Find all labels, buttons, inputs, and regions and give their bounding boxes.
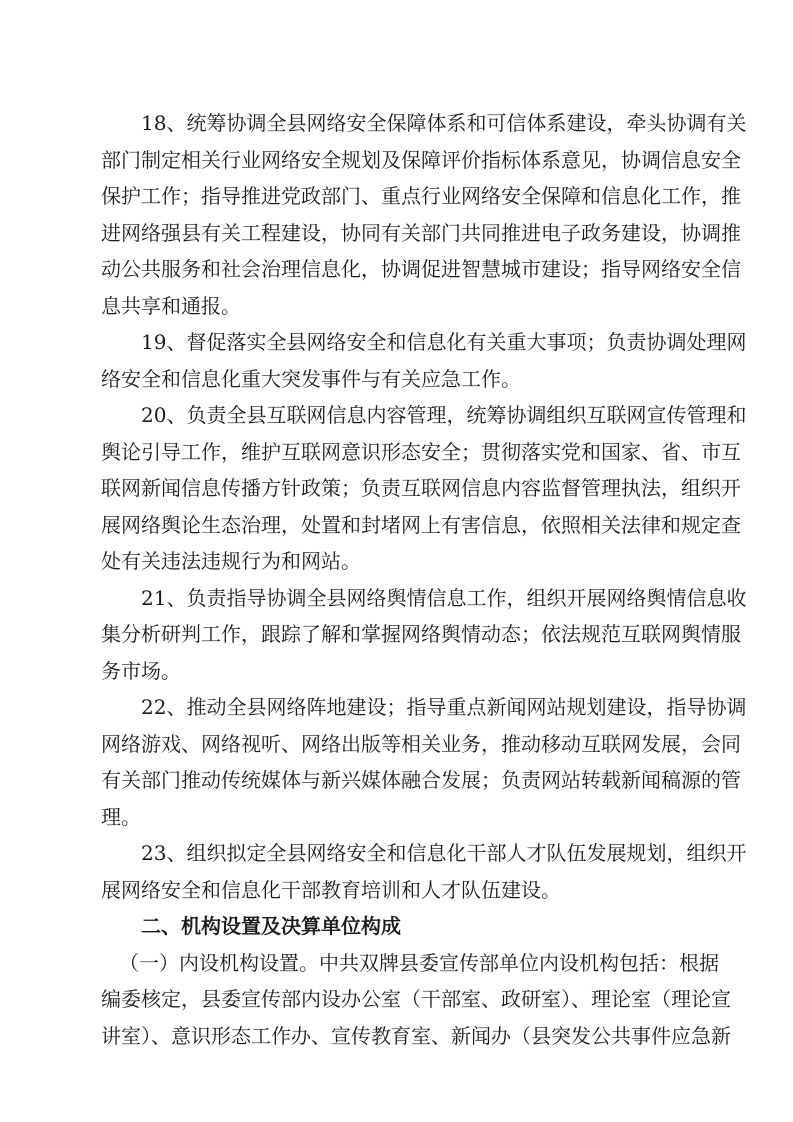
text-line: 络安全和信息化重大突发事件与有关应急工作。	[101, 366, 521, 391]
text-line: 编委核定，县委宣传部内设办公室（干部室、政研室）、理论室（理论宣	[101, 987, 731, 1011]
paragraph	[101, 324, 747, 397]
paragraph	[101, 945, 731, 1055]
text-line: 23、组织拟定全县网络安全和信息化干部人才队伍发展规划，组织开	[141, 841, 747, 865]
document-page	[101, 105, 747, 1054]
text-line: 22、推动全县网络阵地建设；指导重点新闻网站规划建设，指导协调	[141, 695, 747, 719]
text-line: 进网络强县有关工程建设，协同有关部门共同推进电子政务建设，协调推	[101, 220, 741, 245]
text-line: 部门制定相关行业网络安全规划及保障评价指标体系意见，协调信息安全	[101, 147, 741, 172]
text-line: 动公共服务和社会治理信息化，协调促进智慧城市建设；指导网络安全信	[101, 257, 741, 281]
text-line: 二、机构设置及决算单位构成	[141, 914, 401, 938]
paragraph	[101, 580, 747, 690]
paragraph	[101, 835, 747, 908]
text-line: 舆论引导工作，维护互联网意识形态安全；贯彻落实党和国家、省、市互	[101, 439, 741, 464]
text-line: 展网络安全和信息化干部教育培训和人才队伍建设。	[101, 877, 561, 902]
text-line: 务市场。	[101, 658, 181, 683]
text-line: 处有关违法违规行为和网站。	[101, 549, 361, 573]
text-line: 有关部门推动传统媒体与新兴媒体融合发展；负责网站转载新闻稿源的管	[101, 768, 741, 792]
text-line: 20、负责全县互联网信息内容管理，统筹协调组织互联网宣传管理和	[141, 403, 747, 427]
text-line: 理。	[101, 804, 141, 829]
text-line: 联网新闻信息传播方针政策；负责互联网信息内容监督管理执法，组织开	[101, 476, 741, 500]
text-line: （一）内设机构设置。中共双牌县委宣传部单位内设机构包括：根据	[119, 950, 719, 975]
paragraph	[101, 397, 747, 580]
paragraph	[101, 689, 747, 835]
text-line: 讲室）、意识形态工作办、宣传教育室、新闻办（县突发公共事件应急新	[101, 1023, 731, 1048]
text-line: 21、负责指导协调全县网络舆情信息工作，组织开展网络舆情信息收	[141, 585, 747, 610]
paragraph	[101, 105, 747, 324]
section-heading	[101, 908, 701, 945]
text-line: 展网络舆论生态治理，处置和封堵网上有害信息，依照相关法律和规定查	[101, 512, 741, 537]
text-line: 18、统筹协调全县网络安全保障体系和可信体系建设，牵头协调有关	[141, 111, 747, 135]
text-line: 集分析研判工作，跟踪了解和掌握网络舆情动态；依法规范互联网舆情服	[101, 622, 741, 646]
text-line: 19、督促落实全县网络安全和信息化有关重大事项；负责协调处理网	[141, 330, 747, 354]
text-line: 保护工作；指导推进党政部门、重点行业网络安全保障和信息化工作，推	[101, 184, 741, 208]
text-line: 网络游戏、网络视听、网络出版等相关业务，推动移动互联网发展，会同	[101, 731, 741, 756]
text-line: 息共享和通报。	[101, 293, 241, 318]
